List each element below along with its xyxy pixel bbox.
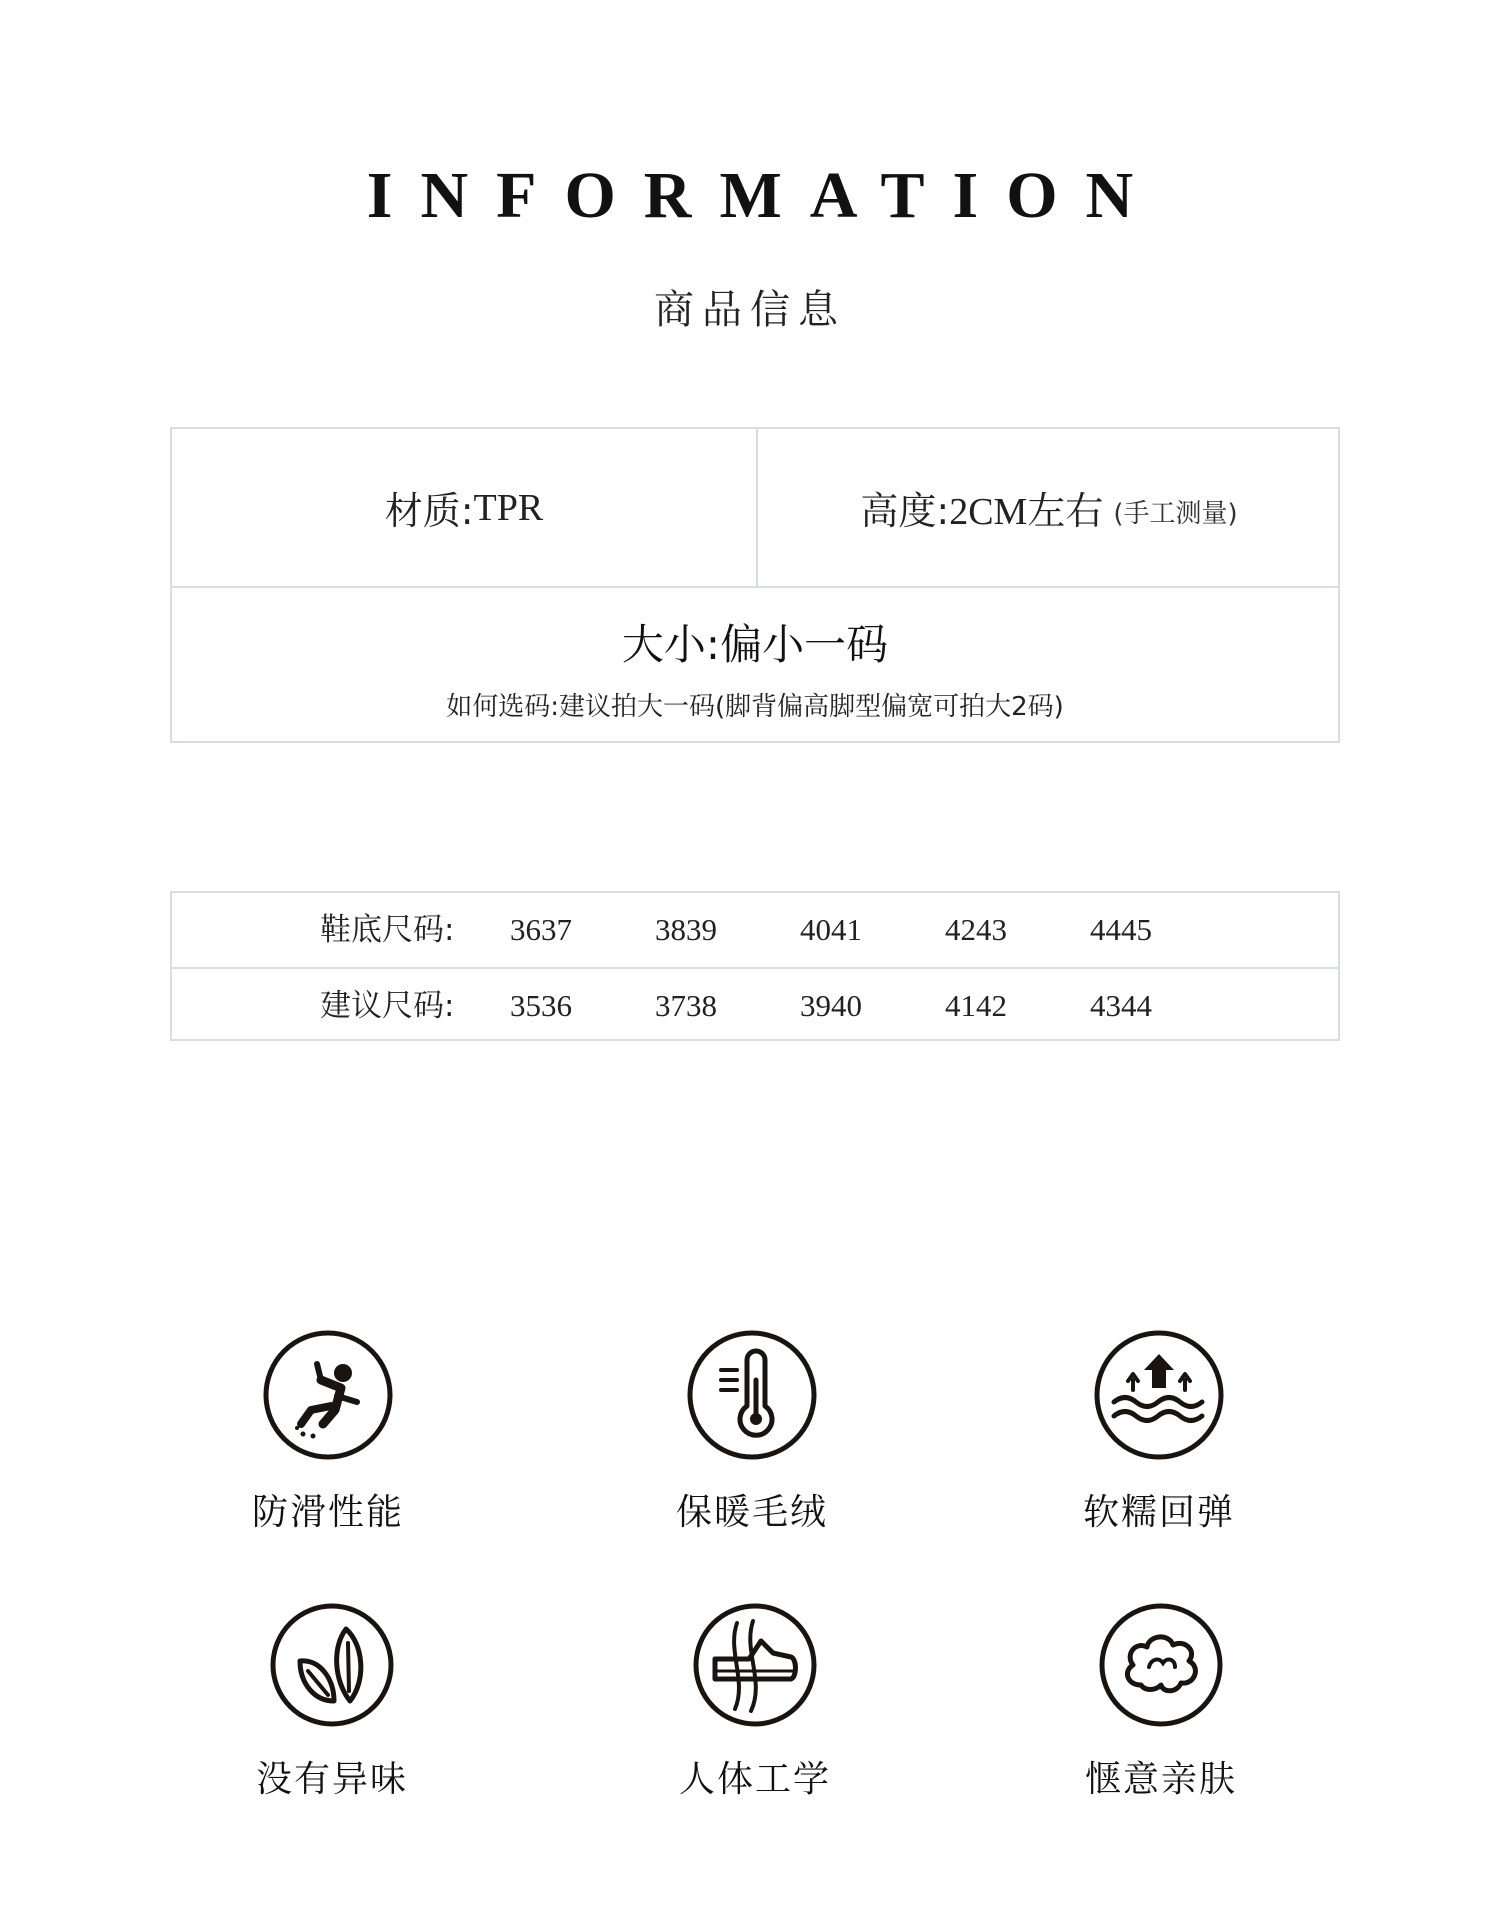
feature-item [602,1328,902,1535]
table-row [172,893,1338,969]
material-label: 材质: [384,489,474,533]
feature-item [1009,1328,1309,1535]
feature-label: 软糯回弹 [1082,1492,1235,1533]
cotton-icon [1097,1601,1225,1729]
material-value: TPR [473,486,544,529]
feature-item [178,1328,478,1535]
height-cell [758,429,1340,586]
table-cell: 4243 [945,912,1007,947]
info-row-top [172,429,1338,588]
table-cell: 4445 [1090,912,1152,947]
suggested-size-label: 建议尺码: [320,988,455,1024]
rebound-icon [1092,1328,1226,1462]
table-cell: 4041 [800,912,862,947]
feature-label: 惬意亲肤 [1084,1759,1237,1800]
table-cell: 3637 [510,912,572,947]
feature-label: 保暖毛绒 [675,1492,828,1533]
size-chart-table [170,891,1340,1041]
page-title: INFORMATION [366,159,1162,232]
thermometer-icon [685,1328,819,1462]
height-label: 高度: [860,489,950,533]
feature-item [605,1601,905,1802]
feature-item [182,1601,482,1802]
height-note: (手工测量) [1113,499,1238,529]
size-fit-text: 大小:偏小一码 [621,620,889,669]
size-advice-text: 如何选码:建议拍大一码(脚背偏高脚型偏宽可拍大2码) [446,692,1064,722]
feature-item [1011,1601,1311,1802]
material-cell [172,429,758,586]
feature-label: 防滑性能 [251,1492,404,1533]
anti-slip-icon [261,1328,395,1462]
page-subtitle: 商品信息 [654,287,846,333]
table-row [172,969,1338,1043]
table-cell: 3738 [655,988,717,1023]
leaf-icon [268,1601,396,1729]
table-cell: 4344 [1090,988,1152,1023]
product-info-box [170,427,1340,743]
feature-label: 人体工学 [678,1759,831,1800]
sole-size-label: 鞋底尺码: [320,912,455,948]
table-cell: 3536 [510,988,572,1023]
feature-label: 没有异味 [255,1759,408,1800]
table-cell: 3940 [800,988,862,1023]
height-value: 2CM左右 [949,491,1104,533]
ergonomic-shoe-icon [691,1601,819,1729]
table-cell: 3839 [655,912,717,947]
table-cell: 4142 [945,988,1007,1023]
